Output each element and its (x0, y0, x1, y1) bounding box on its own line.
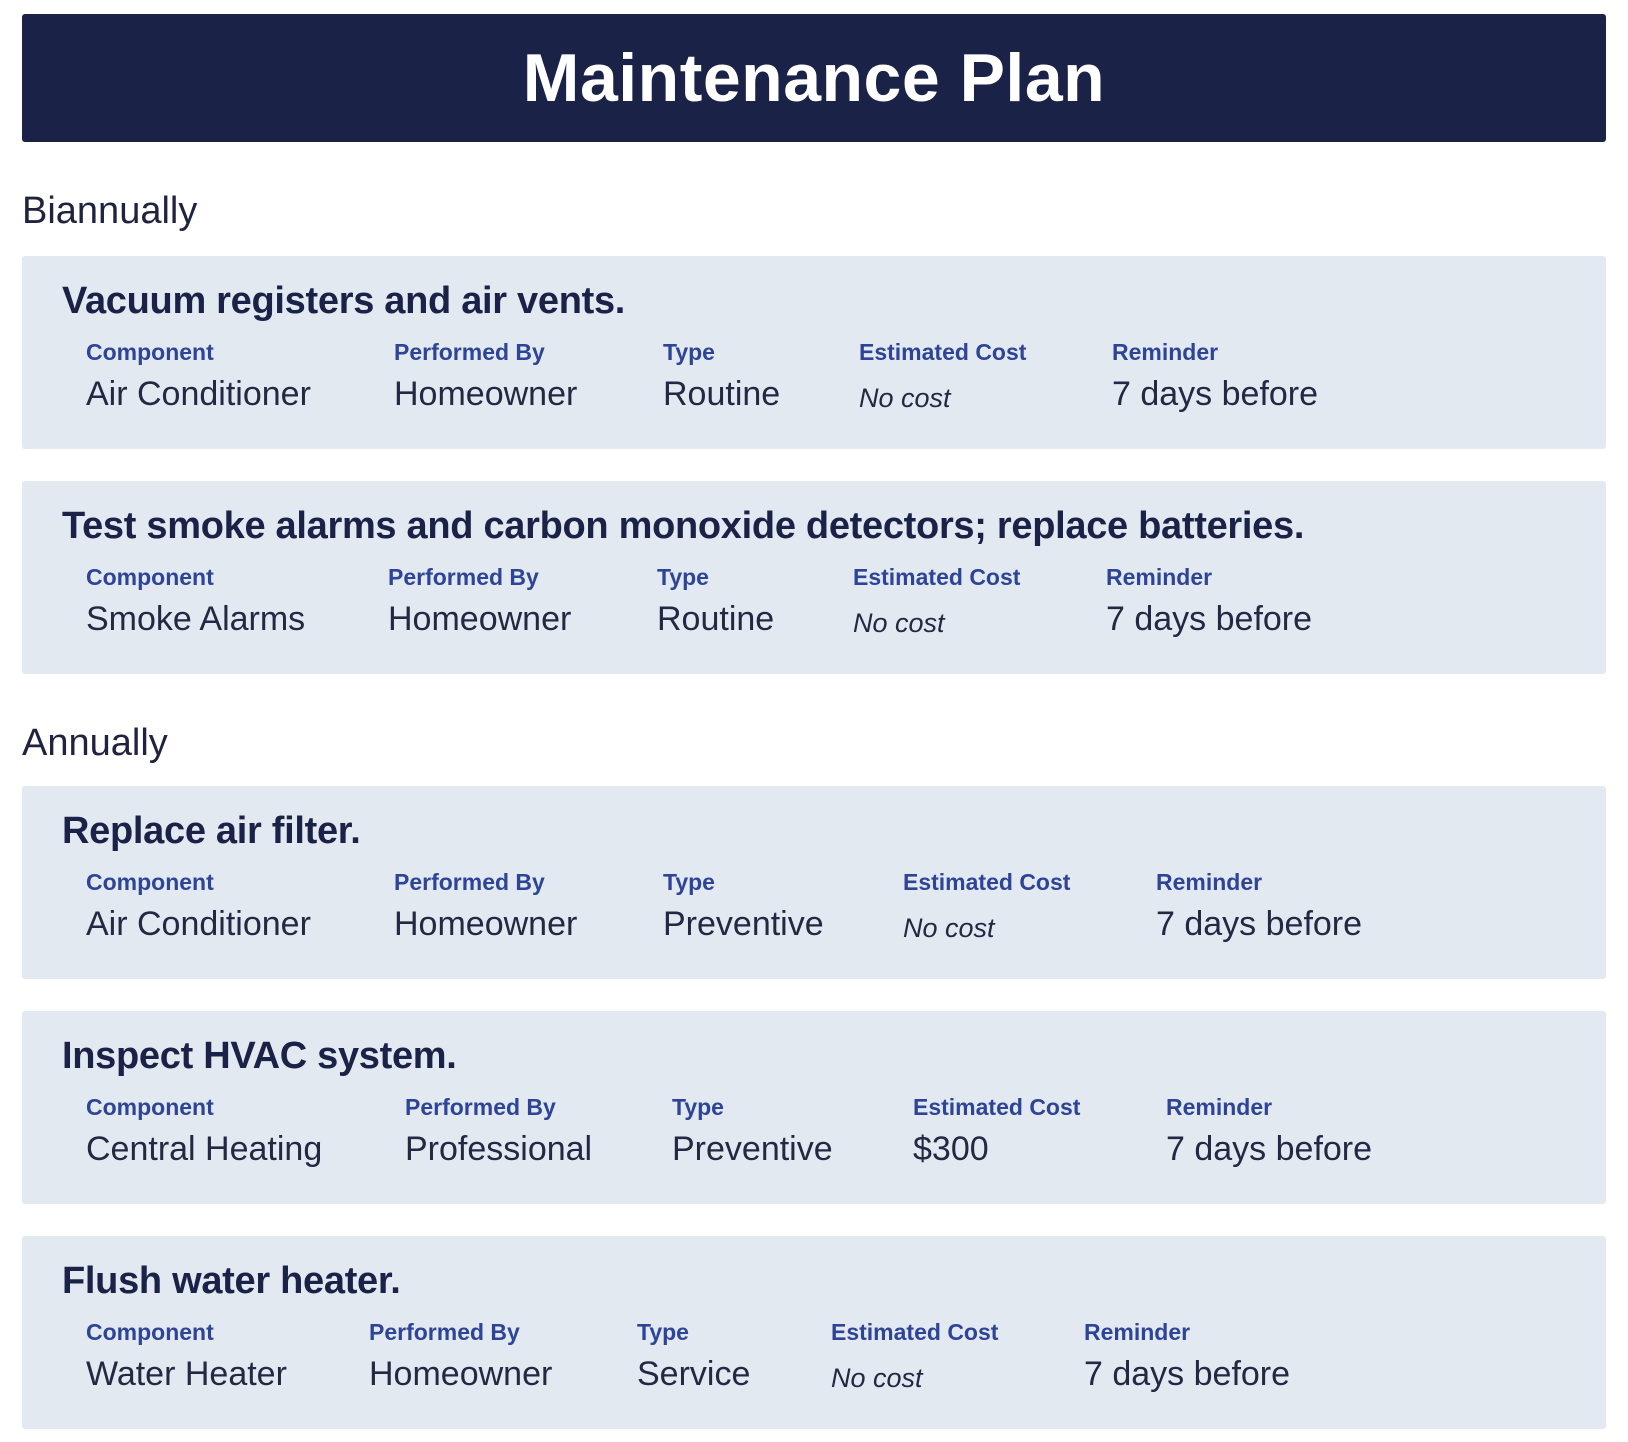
field-estimated-cost (859, 338, 1112, 416)
field-component (86, 1318, 369, 1396)
field-estimated-cost (853, 563, 1106, 641)
field-component (86, 1093, 405, 1171)
task-card (22, 1011, 1606, 1204)
field-label: Performed By (405, 1094, 556, 1120)
page-header (22, 14, 1606, 142)
field-label: Type (663, 339, 715, 365)
field-estimated-cost (831, 1318, 1084, 1396)
field-value: Air Conditioner (86, 375, 311, 413)
field-performed-by (394, 868, 663, 946)
field-reminder (1106, 563, 1312, 641)
field-label: Estimated Cost (853, 564, 1021, 590)
task-fields (62, 563, 1566, 641)
field-value: Professional (405, 1130, 593, 1168)
field-type (672, 1093, 913, 1171)
field-type (657, 563, 853, 641)
field-performed-by (369, 1318, 637, 1396)
field-label: Estimated Cost (831, 1319, 999, 1345)
field-label: Reminder (1156, 869, 1263, 895)
field-label: Component (86, 869, 214, 895)
field-reminder (1166, 1093, 1372, 1171)
field-label: Reminder (1112, 339, 1219, 365)
field-value: Homeowner (369, 1355, 553, 1393)
field-label: Estimated Cost (913, 1094, 1081, 1120)
field-value: No cost (853, 608, 945, 638)
field-estimated-cost (913, 1093, 1166, 1171)
task-card (22, 481, 1606, 674)
field-label: Reminder (1084, 1319, 1191, 1345)
field-type (663, 868, 903, 946)
field-value: Smoke Alarms (86, 600, 306, 638)
field-value: 7 days before (1156, 905, 1363, 943)
task-title: Replace air filter. (62, 810, 361, 852)
task-title: Inspect HVAC system. (62, 1035, 457, 1077)
task-fields (62, 1093, 1566, 1171)
task-card (22, 256, 1606, 449)
section-title-annually: Annually (22, 722, 168, 764)
field-label: Type (637, 1319, 689, 1345)
field-reminder (1112, 338, 1318, 416)
field-component (86, 868, 394, 946)
field-value: Homeowner (394, 375, 578, 413)
field-type (663, 338, 859, 416)
field-component (86, 338, 394, 416)
section-title-biannually: Biannually (22, 190, 198, 232)
field-reminder (1156, 868, 1362, 946)
field-value: Air Conditioner (86, 905, 311, 943)
field-label: Reminder (1106, 564, 1213, 590)
field-performed-by (405, 1093, 672, 1171)
field-label: Component (86, 564, 214, 590)
field-performed-by (388, 563, 657, 641)
field-label: Type (663, 869, 715, 895)
field-label: Performed By (388, 564, 539, 590)
field-value: $300 (913, 1130, 989, 1168)
field-label: Type (672, 1094, 724, 1120)
field-label: Type (657, 564, 709, 590)
field-value: 7 days before (1112, 375, 1319, 413)
field-label: Reminder (1166, 1094, 1273, 1120)
field-value: 7 days before (1106, 600, 1313, 638)
page-title: Maintenance Plan (522, 40, 1106, 116)
field-value: Homeowner (394, 905, 578, 943)
task-card (22, 1236, 1606, 1429)
task-fields (62, 338, 1566, 416)
field-value: Preventive (672, 1130, 833, 1168)
field-performed-by (394, 338, 663, 416)
field-label: Performed By (394, 869, 545, 895)
task-card (22, 786, 1606, 979)
field-label: Component (86, 339, 214, 365)
task-fields (62, 1318, 1566, 1396)
field-value: 7 days before (1084, 1355, 1291, 1393)
task-title: Test smoke alarms and carbon monoxide detectors; replace batteries. (62, 505, 1305, 547)
field-estimated-cost (903, 868, 1156, 946)
field-component (86, 563, 388, 641)
field-value: 7 days before (1166, 1130, 1373, 1168)
field-value: No cost (903, 913, 995, 943)
field-value: Routine (663, 375, 781, 413)
field-label: Estimated Cost (859, 339, 1027, 365)
field-value: Central Heating (86, 1130, 323, 1168)
field-label: Performed By (369, 1319, 520, 1345)
task-title: Vacuum registers and air vents. (62, 280, 626, 322)
field-label: Component (86, 1319, 214, 1345)
field-value: No cost (859, 383, 951, 413)
task-title: Flush water heater. (62, 1260, 401, 1302)
field-value: Homeowner (388, 600, 572, 638)
field-value: Water Heater (86, 1355, 287, 1393)
field-value: Preventive (663, 905, 824, 943)
field-value: Routine (657, 600, 775, 638)
field-label: Performed By (394, 339, 545, 365)
field-value: No cost (831, 1363, 923, 1393)
field-value: Service (637, 1355, 751, 1393)
field-reminder (1084, 1318, 1290, 1396)
field-type (637, 1318, 831, 1396)
field-label: Component (86, 1094, 214, 1120)
task-fields (62, 868, 1566, 946)
field-label: Estimated Cost (903, 869, 1071, 895)
